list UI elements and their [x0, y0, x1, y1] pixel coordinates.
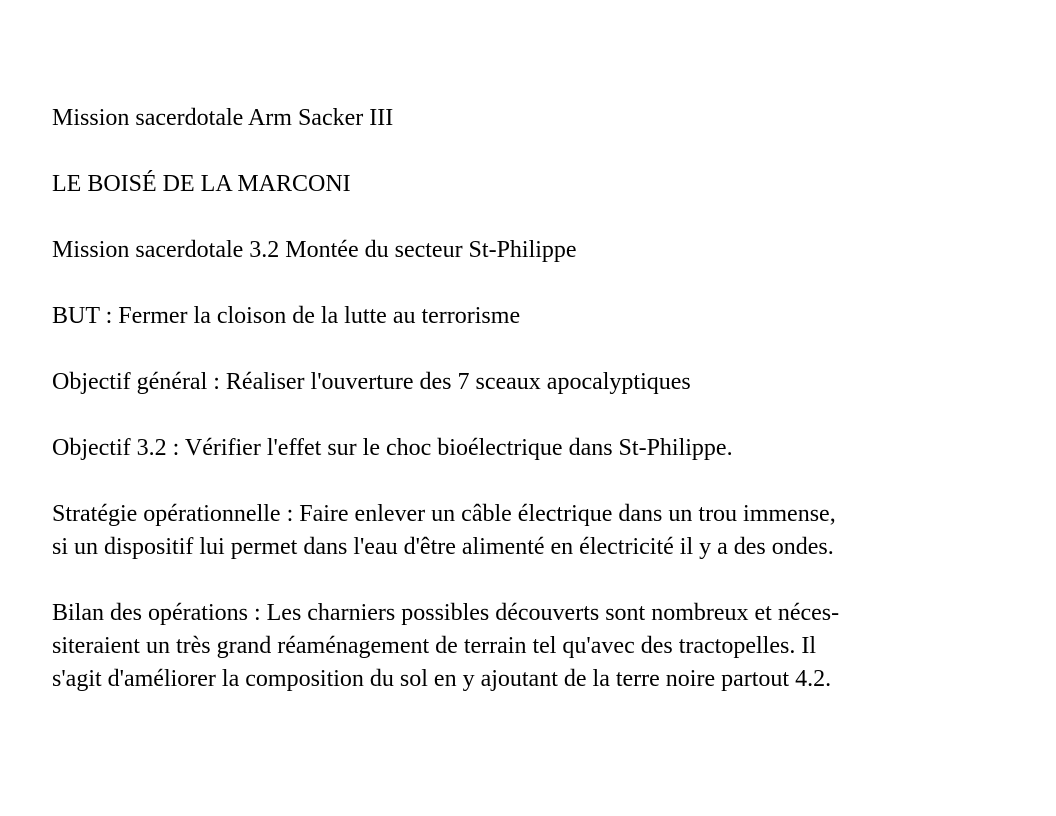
- spacer: [52, 399, 1027, 432]
- spacer: [52, 333, 1027, 366]
- place-heading: LE BOISÉ DE LA MARCONI: [52, 171, 351, 197]
- but-paragraph: BUT : Fermer la cloison de la lutte au terrorisme: [52, 303, 521, 329]
- spacer: [52, 564, 1027, 597]
- spacer: [52, 135, 1027, 168]
- bilan-paragraph: [52, 597, 1027, 696]
- strategie-line: Stratégie opérationnelle : Faire enlever un câble électrique dans un trou immense,: [52, 501, 836, 527]
- strategie-line: si un dispositif lui permet dans l'eau d'être alimenté en électricité il y a des ondes.: [52, 534, 834, 560]
- strategie-paragraph: [52, 498, 1027, 564]
- bilan-line: s'agit d'améliorer la composition du sol en y ajoutant de la terre noire partout 4.2.: [52, 666, 832, 692]
- bilan-line: siteraient un très grand réaménagement de terrain tel qu'avec des tractopelles. Il: [52, 633, 816, 659]
- objectif-general-paragraph: Objectif général : Réaliser l'ouverture des 7 sceaux apocalyptiques: [52, 369, 691, 395]
- spacer: [52, 465, 1027, 498]
- mission-subtitle: Mission sacerdotale 3.2 Montée du secteur St-Philippe: [52, 237, 577, 263]
- mission-title: Mission sacerdotale Arm Sacker III: [52, 105, 394, 131]
- bilan-line: Bilan des opérations : Les charniers possibles découverts sont nombreux et néces-: [52, 600, 840, 626]
- objectif-3-2-paragraph: Objectif 3.2 : Vérifier l'effet sur le choc bioélectrique dans St-Philippe.: [52, 435, 733, 461]
- spacer: [52, 267, 1027, 300]
- document-page: [52, 102, 1027, 696]
- spacer: [52, 201, 1027, 234]
